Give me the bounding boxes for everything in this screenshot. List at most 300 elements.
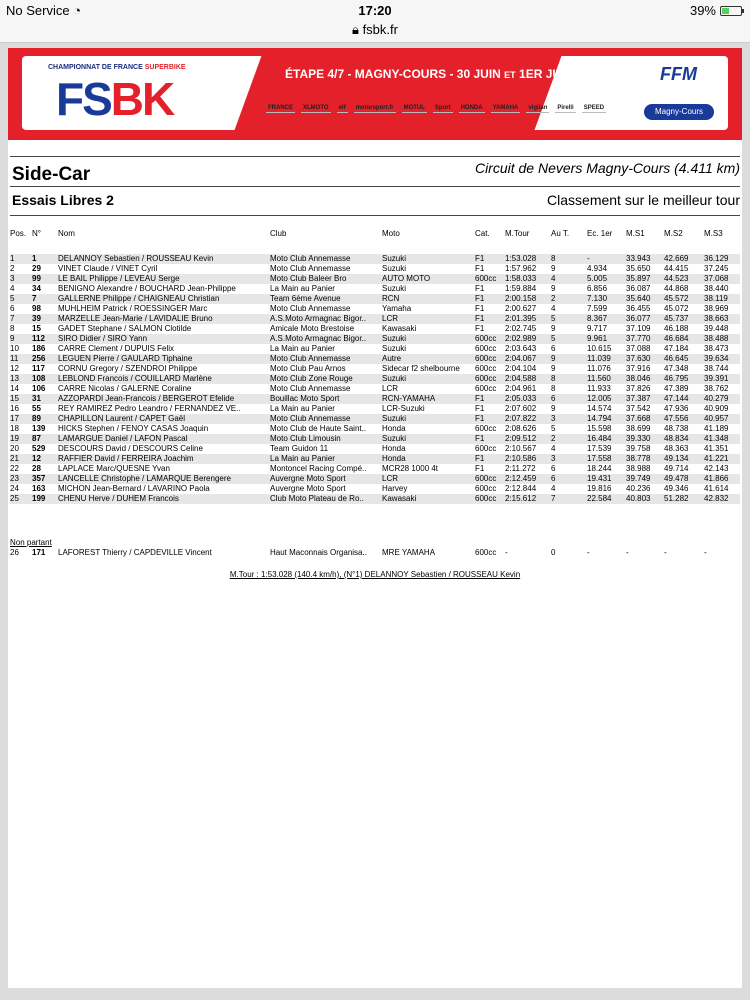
cell-name: HICKS Stephen / FENOY CASAS Joaquin (58, 424, 209, 433)
wifi-icon: ◔ (73, 3, 82, 18)
cell-laps: 3 (551, 414, 556, 423)
sponsor-logo: MOTUL (403, 105, 425, 111)
cell-club: Moto Club Baleer Bro (270, 274, 347, 283)
cell-laps: 6 (551, 394, 556, 403)
cell-sector1: 38.778 (626, 454, 651, 463)
cell-sector1: 40.803 (626, 494, 651, 503)
cell-number: 1 (32, 254, 37, 263)
cell-laps: 2 (551, 434, 556, 443)
cell-number: 89 (32, 414, 41, 423)
cell-sector2: 42.669 (664, 254, 689, 263)
cell-gap: 9.717 (587, 324, 608, 333)
table-row (10, 464, 740, 474)
table-row (10, 454, 740, 464)
cell-number: 99 (32, 274, 41, 283)
cell-sector3: 40.957 (704, 414, 729, 423)
table-row (10, 324, 740, 334)
best-lap-summary: M.Tour : 1:53.028 (140.4 km/h), (N°1) DELANNOY Sebastien / ROUSSEAU Kevin (229, 570, 521, 579)
sponsor-logo: motorsport.fr (355, 105, 394, 111)
cell-sector2: - (664, 548, 667, 557)
cell-sector2: 48.834 (664, 434, 689, 443)
cell-number: 163 (32, 484, 46, 493)
table-row (10, 404, 740, 414)
cell-moto: LCR-Suzuki (382, 404, 425, 413)
cell-moto: Honda (382, 444, 406, 453)
url-bar[interactable] (0, 22, 750, 43)
cell-pos: 20 (10, 444, 19, 453)
cell-name: VINET Claude / VINET Cyril (58, 264, 158, 273)
cell-laps: 4 (551, 274, 556, 283)
cell-sector2: 47.348 (664, 364, 689, 373)
cell-laps: 6 (551, 474, 556, 483)
cell-club: La Main au Panier (270, 284, 335, 293)
cell-club: Club Moto Plateau de Ro.. (270, 494, 364, 503)
cell-name: CARRE Clement / DUPUIS Felix (58, 344, 175, 353)
cell-moto: Autre (382, 354, 402, 363)
cell-sector1: 35.650 (626, 264, 651, 273)
cell-sector3: 38.762 (704, 384, 729, 393)
cell-best-lap: 2:04.588 (505, 374, 537, 383)
cell-name: LAFOREST Thierry / CAPDEVILLE Vincent (58, 548, 212, 557)
sponsor-logo: FRANCE (268, 105, 293, 111)
cell-best-lap: 1:59.884 (505, 284, 537, 293)
cell-sector3: 38.744 (704, 364, 729, 373)
cell-number: 34 (32, 284, 41, 293)
cell-sector1: 37.668 (626, 414, 651, 423)
cell-pos: 7 (10, 314, 15, 323)
cell-sector1: 38.046 (626, 374, 651, 383)
cell-gap: 12.005 (587, 394, 612, 403)
page-title: Side-Car (12, 164, 91, 185)
cell-laps: 9 (551, 324, 556, 333)
table-row (10, 294, 740, 304)
cell-sector1: 33.943 (626, 254, 651, 263)
cell-laps: 9 (551, 354, 556, 363)
logo-bk: BK (110, 73, 174, 125)
cell-pos: 21 (10, 454, 19, 463)
table-row (10, 264, 740, 274)
table-row (10, 304, 740, 314)
cell-sector2: 47.389 (664, 384, 689, 393)
cell-sector1: 37.088 (626, 344, 651, 353)
logo-championship: CHAMPIONNAT DE FRANCE (48, 64, 143, 71)
cell-category: F1 (475, 304, 485, 313)
cell-number: 98 (32, 304, 41, 313)
cell-moto: RCN (382, 294, 400, 303)
cell-number: 357 (32, 474, 46, 483)
cell-club: Montoncel Racing Compé.. (270, 464, 367, 473)
cell-name: MICHON Jean-Bernard / LAVARINO Paola (58, 484, 210, 493)
cell-category: F1 (475, 254, 485, 263)
header-pos: Pos. (10, 229, 27, 238)
cell-best-lap: 2:12.459 (505, 474, 537, 483)
cell-best-lap: 1:58.033 (505, 274, 537, 283)
cell-pos: 3 (10, 274, 15, 283)
logo-superbike: SUPERBIKE (144, 64, 186, 71)
cell-pos: 14 (10, 384, 19, 393)
cell-sector2: 45.737 (664, 314, 689, 323)
cell-sector3: 38.473 (704, 344, 729, 353)
non-partant-label: Non partant (10, 538, 52, 547)
cell-sector3: 38.663 (704, 314, 729, 323)
cell-category: 600cc (475, 424, 497, 433)
cell-best-lap: 2:15.612 (505, 494, 537, 503)
cell-moto: Honda (382, 454, 406, 463)
cell-number: 108 (32, 374, 46, 383)
cell-sector1: 37.826 (626, 384, 651, 393)
table-header (8, 228, 742, 240)
cell-best-lap: 2:10.567 (505, 444, 537, 453)
cell-best-lap: 2:05.033 (505, 394, 537, 403)
cell-number: 28 (32, 464, 41, 473)
cell-category: F1 (475, 404, 485, 413)
cell-club: Haut Maconnais Organisa.. (270, 548, 367, 557)
cell-gap: 15.598 (587, 424, 612, 433)
cell-number: 256 (32, 354, 46, 363)
cell-name: LAPLACE Marc/QUESNE Yvan (58, 464, 170, 473)
cell-gap: 17.539 (587, 444, 612, 453)
cell-gap: 11.076 (587, 364, 611, 373)
header-club: Club (270, 229, 287, 238)
cell-gap: 6.856 (587, 284, 608, 293)
cell-gap: 7.599 (587, 304, 608, 313)
battery-indicator (690, 3, 742, 18)
cell-club: Moto Club Annemasse (270, 264, 351, 273)
cell-pos: 23 (10, 474, 19, 483)
cell-best-lap: 2:09.512 (505, 434, 537, 443)
table-row (10, 384, 740, 394)
cell-laps: 9 (551, 404, 556, 413)
cell-number: 199 (32, 494, 46, 503)
cell-number: 39 (32, 314, 41, 323)
cell-club: La Main au Panier (270, 454, 335, 463)
divider (10, 186, 740, 187)
cell-sector2: 49.346 (664, 484, 689, 493)
cell-moto: Suzuki (382, 264, 407, 273)
cell-name: LANCELLE Christophe / LAMARQUE Berengere (58, 474, 231, 483)
cell-gap: 11.039 (587, 354, 611, 363)
cell-sector3: 42.832 (704, 494, 729, 503)
ffm-logo[interactable]: FFM (660, 64, 697, 84)
cell-sector3: 39.448 (704, 324, 729, 333)
cell-sector3: 37.068 (704, 274, 729, 283)
cell-best-lap: 1:53.028 (505, 254, 537, 263)
table-row (10, 284, 740, 294)
cell-best-lap: 2:11.272 (505, 464, 536, 473)
cell-pos: 11 (10, 354, 19, 363)
lock-icon: 🔒︎ (352, 22, 359, 37)
cell-laps: 6 (551, 464, 556, 473)
cell-sector3: 38.119 (704, 294, 728, 303)
cell-name: DESCOURS David / DESCOURS Celine (58, 444, 203, 453)
event-main: ÉTAPE 4/7 - MAGNY-COURS - 30 JUIN (285, 67, 501, 81)
table-row (10, 374, 740, 384)
cell-name: LEGUEN Pierre / GAULARD Tiphaine (58, 354, 193, 363)
cell-moto: Suzuki (382, 414, 407, 423)
cell-number: 31 (32, 394, 41, 403)
sponsor-logo: elf (338, 105, 346, 111)
cell-sector3: 38.488 (704, 334, 729, 343)
cell-moto: LCR (382, 384, 399, 393)
table-row (10, 364, 740, 374)
cell-category: F1 (475, 394, 485, 403)
event-title (285, 67, 624, 81)
cell-name: LEBLOND Francois / COUILLARD Marlène (58, 374, 212, 383)
cell-gap: 16.484 (587, 434, 612, 443)
cell-category: F1 (475, 464, 485, 473)
cell-club: Moto Club Annemasse (270, 414, 351, 423)
cell-laps: 2 (551, 294, 556, 303)
cell-category: 600cc (475, 344, 497, 353)
cell-pos: 8 (10, 324, 15, 333)
cell-club: Auvergne Moto Sport (270, 474, 346, 483)
cell-laps: 4 (551, 444, 556, 453)
cell-number: 15 (32, 324, 41, 333)
logo-fs: FS (56, 73, 111, 125)
cell-category: F1 (475, 454, 485, 463)
cell-sector2: 44.868 (664, 284, 689, 293)
cell-number: 171 (32, 548, 46, 557)
cell-best-lap: 2:03.643 (505, 344, 537, 353)
cell-category: 600cc (475, 548, 497, 557)
cell-laps: 9 (551, 364, 556, 373)
cell-sector1: 37.387 (626, 394, 651, 403)
cell-number: 186 (32, 344, 46, 353)
cell-sector3: 39.634 (704, 354, 729, 363)
cell-club: A.S.Moto Armagnac Bigor.. (270, 314, 367, 323)
cell-laps: 8 (551, 254, 556, 263)
cell-pos: 18 (10, 424, 19, 433)
sponsor-logo: SPEED (583, 105, 605, 111)
cell-category: 600cc (475, 274, 497, 283)
cell-pos: 1 (10, 254, 15, 263)
cell-best-lap: 2:04.961 (505, 384, 537, 393)
cell-category: F1 (475, 264, 485, 273)
cell-pos: 22 (10, 464, 19, 473)
sponsor-strip (266, 104, 606, 113)
cell-club: Amicale Moto Brestoise (270, 324, 355, 333)
cell-sector3: 40.279 (704, 394, 729, 403)
cell-pos: 4 (10, 284, 15, 293)
cell-sector2: 45.572 (664, 294, 689, 303)
cell-sector2: 48.738 (664, 424, 689, 433)
cell-gap: 8.367 (587, 314, 608, 323)
cell-pos: 13 (10, 374, 19, 383)
cell-gap: 19.431 (587, 474, 612, 483)
cell-sector3: 37.245 (704, 264, 729, 273)
battery-percent: 39% (689, 3, 716, 18)
cell-gap: 14.574 (587, 404, 612, 413)
table-row (10, 314, 740, 324)
cell-number: 87 (32, 434, 41, 443)
cell-gap: 4.934 (587, 264, 608, 273)
url-text: fsbk.fr (362, 22, 398, 37)
cell-sector3: 41.221 (704, 454, 729, 463)
cell-club: A.S.Moto Armagnac Bigor.. (270, 334, 367, 343)
cell-laps: 4 (551, 484, 556, 493)
cell-club: Moto Club Annemasse (270, 354, 351, 363)
cell-sector2: 47.144 (664, 394, 689, 403)
cell-sector2: 49.478 (664, 474, 689, 483)
header-banner (8, 48, 742, 140)
header-name: Nom (58, 229, 75, 238)
cell-pos: 9 (10, 334, 15, 343)
cell-best-lap: 2:07.822 (505, 414, 537, 423)
cell-best-lap: 1:57.962 (505, 264, 537, 273)
table-row (10, 254, 740, 264)
cell-moto: Suzuki (382, 374, 407, 383)
cell-sector3: 42.143 (704, 464, 729, 473)
battery-icon (720, 6, 742, 16)
cell-number: 12 (32, 454, 41, 463)
cell-moto: Honda (382, 424, 406, 433)
divider (10, 215, 740, 216)
table-row (10, 484, 740, 494)
cell-gap: 9.961 (587, 334, 608, 343)
table-row (10, 424, 740, 434)
cell-moto: Suzuki (382, 344, 407, 353)
cell-gap: 10.615 (587, 344, 612, 353)
cell-moto: LCR (382, 474, 399, 483)
table-row (10, 548, 740, 558)
cell-category: F1 (475, 284, 485, 293)
cell-sector1: 36.455 (626, 304, 651, 313)
cell-gap: 11.560 (587, 374, 611, 383)
table-row (10, 434, 740, 444)
cell-club: Moto Club de Haute Saint.. (270, 424, 367, 433)
cell-sector3: 41.866 (704, 474, 729, 483)
sponsor-logo: Pirelli (557, 105, 574, 111)
cell-club: Moto Club Annemasse (270, 304, 351, 313)
cell-pos: 12 (10, 364, 19, 373)
cell-category: 600cc (475, 474, 497, 483)
table-row (10, 354, 740, 364)
cell-number: 112 (32, 334, 45, 343)
cell-sector3: 36.129 (704, 254, 729, 263)
cell-sector1: 37.109 (626, 324, 651, 333)
carrier-text: No Service (6, 3, 70, 18)
header-category: Cat. (475, 229, 490, 238)
cell-sector3: 38.969 (704, 304, 729, 313)
cell-gap: 5.005 (587, 274, 608, 283)
cell-number: 139 (32, 424, 46, 433)
cell-sector2: 46.795 (664, 374, 689, 383)
cell-best-lap: 2:10.586 (505, 454, 537, 463)
cell-pos: 17 (10, 414, 19, 423)
table-row (10, 444, 740, 454)
cell-club: La Main au Panier (270, 344, 335, 353)
cell-category: 600cc (475, 494, 497, 503)
cell-moto: MCR28 1000 4t (382, 464, 439, 473)
cell-gap: - (587, 254, 590, 263)
cell-category: F1 (475, 434, 485, 443)
sponsor-logo: Sport (434, 105, 451, 111)
cell-number: 106 (32, 384, 46, 393)
cell-sector2: 49.714 (664, 464, 689, 473)
cell-club: Moto Club Annemasse (270, 254, 351, 263)
cell-pos: 15 (10, 394, 19, 403)
fsbk-logo[interactable] (26, 58, 236, 130)
cell-pos: 25 (10, 494, 19, 503)
cell-category: 600cc (475, 364, 497, 373)
cell-sector1: 35.640 (626, 294, 651, 303)
cell-sector2: 47.936 (664, 404, 689, 413)
cell-sector1: 36.087 (626, 284, 651, 293)
cell-best-lap: 2:12.844 (505, 484, 537, 493)
cell-pos: 16 (10, 404, 19, 413)
cell-category: F1 (475, 294, 485, 303)
cell-gap: 18.244 (587, 464, 612, 473)
table-row (10, 274, 740, 284)
cell-laps: 5 (551, 424, 556, 433)
cell-name: CORNU Gregory / SZENDROI Philippe (58, 364, 198, 373)
cell-number: 55 (32, 404, 41, 413)
cell-best-lap: 2:07.602 (505, 404, 537, 413)
header-sector3: M.S3 (704, 229, 723, 238)
cell-club: Moto Club Zone Rouge (270, 374, 353, 383)
header-best-lap: M.Tour (505, 229, 530, 238)
cell-gap: 19.816 (587, 484, 612, 493)
cell-category: F1 (475, 324, 485, 333)
cell-laps: 9 (551, 264, 556, 273)
cell-category: F1 (475, 414, 485, 423)
cell-name: DELANNOY Sebastien / ROUSSEAU Kevin (58, 254, 214, 263)
magny-cours-logo[interactable]: Magny-Cours (644, 104, 714, 120)
sponsor-logo: XLMOTO (303, 105, 329, 111)
cell-best-lap: 2:04.067 (505, 354, 537, 363)
cell-sector3: 41.351 (704, 444, 729, 453)
cell-laps: 6 (551, 344, 556, 353)
cell-sector1: - (626, 548, 629, 557)
cell-moto: Suzuki (382, 284, 407, 293)
cell-category: 600cc (475, 374, 497, 383)
cell-sector3: 40.909 (704, 404, 729, 413)
cell-sector1: 40.236 (626, 484, 651, 493)
cell-moto: Suzuki (382, 334, 407, 343)
cell-sector1: 38.699 (626, 424, 651, 433)
cell-best-lap: 2:00.158 (505, 294, 537, 303)
cell-pos: 5 (10, 294, 15, 303)
cell-pos: 19 (10, 434, 19, 443)
table-row (10, 474, 740, 484)
cell-moto: Sidecar f2 shelbourne (382, 364, 460, 373)
cell-sector2: 47.556 (664, 414, 689, 423)
cell-category: 600cc (475, 384, 497, 393)
cell-sector3: 38.440 (704, 284, 729, 293)
cell-moto: AUTO MOTO (382, 274, 431, 283)
cell-moto: Kawasaki (382, 494, 417, 503)
header-sector1: M.S1 (626, 229, 645, 238)
cell-pos: 6 (10, 304, 15, 313)
ranking-note: Classement sur le meilleur tour (547, 192, 740, 208)
cell-name: MARZELLE Jean-Marie / LAVIDALIE Bruno (58, 314, 213, 323)
cell-best-lap: 2:08.626 (505, 424, 537, 433)
cell-club: Moto Club Limousin (270, 434, 341, 443)
cell-name: GALLERNE Philippe / CHAIGNEAU Christian (58, 294, 220, 303)
header-gap: Ec. 1er (587, 229, 613, 238)
cell-pos: 24 (10, 484, 19, 493)
sponsor-logo: HONDA (460, 105, 483, 111)
cell-number: 117 (32, 364, 45, 373)
cell-name: GADET Stephane / SALMON Clotilde (58, 324, 192, 333)
table-row (10, 414, 740, 424)
cell-club: La Main au Panier (270, 404, 335, 413)
cell-category: 600cc (475, 444, 497, 453)
cell-moto: Suzuki (382, 254, 407, 263)
cell-name: BENIGNO Alexandre / BOUCHARD Jean-Philippe (58, 284, 236, 293)
cell-name: RAFFIER David / FERREIRA Joachim (58, 454, 194, 463)
cell-sector1: 37.630 (626, 354, 651, 363)
